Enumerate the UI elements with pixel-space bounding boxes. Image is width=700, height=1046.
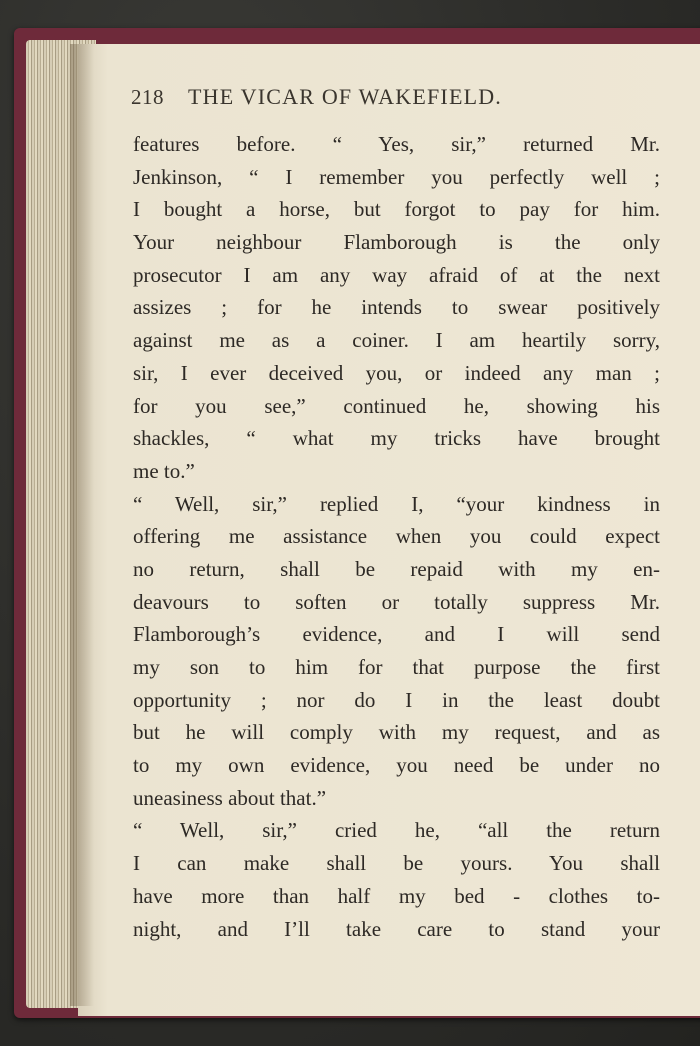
text-line: deavours to soften or totally suppress Mr. xyxy=(133,589,660,614)
text-line: no return, shall be repaid with my en- xyxy=(133,556,660,581)
text-line: offering me assistance when you could expect xyxy=(133,524,660,549)
text-line: Your neighbour Flamborough is the only xyxy=(133,230,660,255)
text-line: Flamborough’s evidence, and I will send xyxy=(133,622,660,647)
text-line: against me as a coiner. I am heartily sorry, xyxy=(133,328,660,353)
text-line: I bought a horse, but forgot to pay for him. xyxy=(133,197,660,222)
text-line: “ Well, sir,” cried he, “all the return xyxy=(133,818,660,843)
text-line: shackles, “ what my tricks have brought xyxy=(133,426,660,451)
text-line: night, and I’ll take care to stand your xyxy=(133,916,660,941)
text-line: features before. “ Yes, sir,” returned Mr. xyxy=(133,132,660,156)
text-line: for you see,” continued he, showing his xyxy=(133,393,660,418)
gutter-shadow xyxy=(70,44,94,1006)
text-line: “ Well, sir,” replied I, “your kindness in xyxy=(133,491,660,516)
body-text xyxy=(133,128,660,945)
text-line: but he will comply with my request, and as xyxy=(133,720,660,745)
text-line: uneasiness about that.” xyxy=(133,785,327,810)
page-number: 218 xyxy=(131,85,164,109)
text-line: to my own evidence, you need be under no xyxy=(133,753,660,778)
text-line: assizes ; for he intends to swear positively xyxy=(133,295,660,320)
text-line: prosecutor I am any way afraid of at the next xyxy=(133,262,660,287)
book-title: THE VICAR OF WAKEFIELD. xyxy=(188,84,503,109)
text-line: my son to him for that purpose the first xyxy=(133,655,660,679)
running-head xyxy=(131,84,651,120)
text-line: opportunity ; nor do I in the least doubt xyxy=(133,687,660,712)
text-line: have more than half my bed - clothes to- xyxy=(133,883,660,908)
text-line: me to.” xyxy=(133,458,195,483)
text-line: sir, I ever deceived you, or indeed any man ; xyxy=(133,360,660,385)
text-line: Jenkinson, “ I remember you perfectly well ; xyxy=(133,164,660,189)
text-line: I can make shall be yours. You shall xyxy=(133,851,660,876)
